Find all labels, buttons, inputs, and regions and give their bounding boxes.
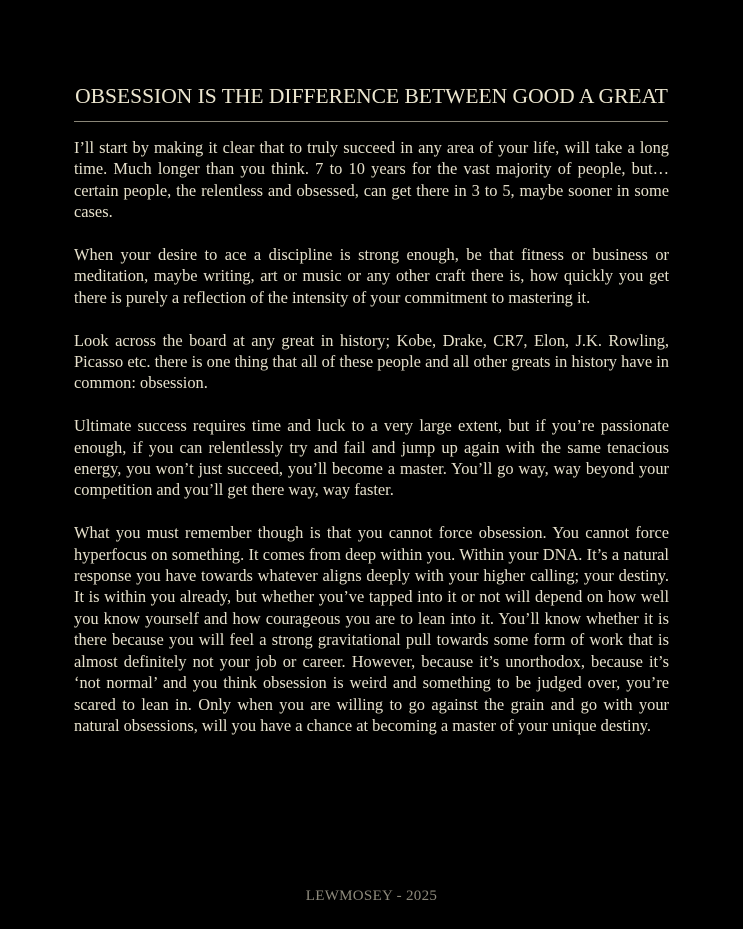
title-divider [74,121,668,122]
paragraph: When your desire to ace a discipline is strong enough, be that fitness or business or meditation, maybe writing, art or music or any other craft there is, how quickly you get there is purely a reflection of the intensity of your commitment to mastering it. [74,245,669,307]
page-title: OBSESSION IS THE DIFFERENCE BETWEEN GOOD A GREAT [75,84,668,108]
paragraph: Look across the board at any great in history; Kobe, Drake, CR7, Elon, J.K. Rowling, Picasso etc. there is one thing that all of these people and all other greats in history have in common: obsession. [74,330,669,393]
article-body [74,137,669,758]
author-footer: LEWMOSEY - 2025 [305,888,438,904]
paragraph: What you must remember though is that you cannot force obsession. You cannot force hyperfocus on something. It comes from deep within you. Within your DNA. It’s a natural response you have towards whatever aligns deeply with your higher calling; your destiny. It is within you already, but whether you’ve tapped into it or not will depend on how well you know yourself and how courageous you are to lean into it. You’ll know whether it is there because you will feel a strong gravitational pull towards some form of work that is almost definitely not your job or career. However, because it’s unorthodox, because it’s ‘not normal’ and you think obsession is weird and something to be judged over, you’re scared to lean in. Only when you are willing to go against the grain and go with your natural obsessions, will you have a chance at becoming a master of your unique destiny. [74,523,669,735]
paragraph: Ultimate success requires time and luck to a very large extent, but if you’re passionate enough, if you can relentlessly try and fail and jump up again with the same tenacious energy, you won’t just succeed, you’ll become a master. You’ll go way, way beyond your competition and you’ll get there way, way faster. [74,416,669,500]
paragraph: I’ll start by making it clear that to truly succeed in any area of your life, will take a long time. Much longer than you think. 7 to 10 years for the vast majority of people, but… certain people, the relentless and obsessed, can get there in 3 to 5, maybe sooner in some cases. [74,138,669,222]
